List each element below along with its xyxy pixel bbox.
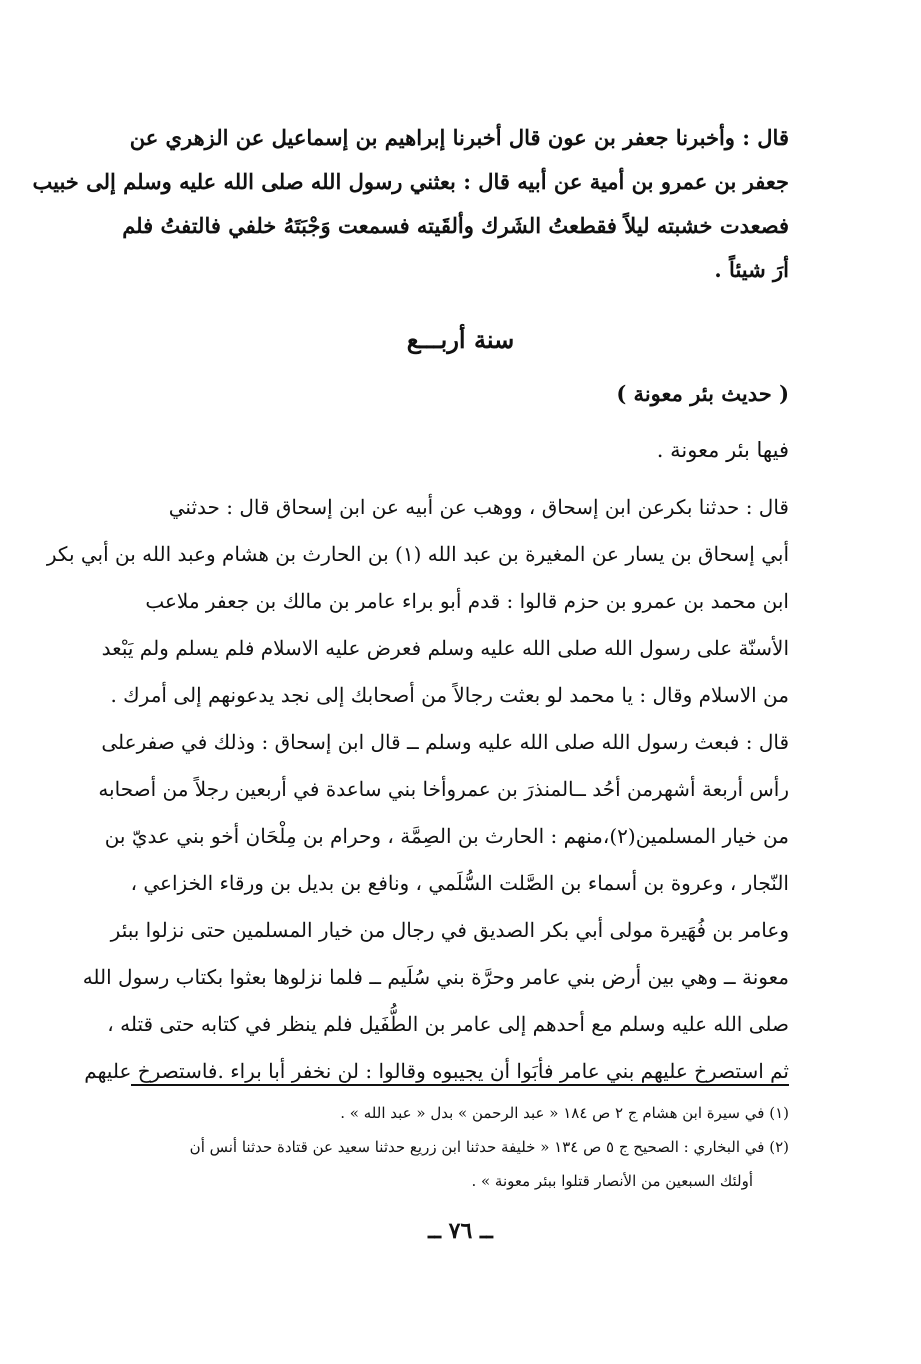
- text-line: وعامر بن فُهَيرة مولى أبي بكر الصديق في رجال من خيار المسلمين حتى نزلوا ببئر: [110, 918, 789, 942]
- text-line: من خيار المسلمين(٢)،منهم : الحارث بن الصِمَّة ، وحرام بن مِلْحَان أخو بني عديّ بن: [104, 824, 789, 848]
- intro-line: فيها بئر معونة .: [656, 438, 789, 462]
- footnote-1: (١) في سيرة ابن هشام ج ٢ ص ١٨٤ « عبد الرحمن » بدل « عبد الله » .: [340, 1104, 789, 1122]
- section-heading: سنة أربـــع: [406, 325, 515, 354]
- paragraph-hadith-1: [32, 116, 789, 292]
- text-line: فصعدت خشبته ليلاً فقطعتُ الشَرك وألقَيته فسمعت وَجْبَتَهُ خلفي فالتفتُ فلم: [122, 213, 789, 238]
- text-line: قال : وأخبرنا جعفر بن عون قال أخبرنا إبراهيم بن إسماعيل عن الزهري عن: [129, 125, 789, 150]
- text-line: من الاسلام وقال : يا محمد لو بعثت رجالاً من أصحابك إلى نجد يدعونهم إلى أمرك .: [110, 683, 789, 707]
- text-line: أرَ شيئاً .: [714, 257, 789, 282]
- text-line: قال : فبعث رسول الله صلى الله عليه وسلم ــ قال ابن إسحاق : وذلك في صفرعلى: [101, 730, 789, 754]
- text-line: الأسنّة على رسول الله صلى الله عليه وسلم فعرض عليه الاسلام فلم يسلم ولم يَبْعد: [101, 636, 789, 660]
- paragraph-hadith-2: [46, 484, 789, 1095]
- text-line: النّجار ، وعروة بن أسماء بن الصَّلت السُّلَمي ، ونافع بن بديل بن ورقاء الخزاعي ،: [130, 871, 789, 895]
- footnote-2-continued: أولئك السبعين من الأنصار قتلوا ببئر معونة » .: [471, 1172, 753, 1190]
- page-number: ــ ٧٦ ــ: [428, 1218, 493, 1244]
- text-line: أبي إسحاق بن يسار عن المغيرة بن عبد الله (١) بن الحارث بن هشام وعبد الله بن أبي بكر: [46, 542, 789, 566]
- footnote-divider: [131, 1084, 789, 1086]
- text-line: جعفر بن عمرو بن أمية عن أبيه قال : بعثني رسول الله صلى الله عليه وسلم إلى خبيب: [32, 169, 789, 194]
- text-line: رأس أربعة أشهرمن أحُد ــالمنذرَ بن عمروأخا بني ساعدة في أربعين رجلاً من أصحابه: [98, 777, 789, 801]
- footnote-2: (٢) في البخاري : الصحيح ج ٥ ص ١٣٤ « خليفة حدثنا ابن زريع حدثنا سعيد عن قتادة حدثنا أنس أن: [189, 1138, 789, 1156]
- footnotes: [117, 1096, 789, 1198]
- text-line: ابن محمد بن عمرو بن حزم قالوا : قدم أبو براء عامر بن مالك بن جعفر ملاعب: [145, 589, 789, 613]
- text-line: قال : حدثنا بكرعن ابن إسحاق ، ووهب عن أبيه عن ابن إسحاق قال : حدثني: [168, 495, 789, 519]
- text-line: ثم استصرخ عليهم بني عامر فأبَوا أن يجيبوه وقالوا : لن نخفر أبا براء .فاستصرخ عليهم: [84, 1059, 789, 1083]
- text-line: صلى الله عليه وسلم مع أحدهم إلى عامر بن الطُّفَيل فلم ينظر في كتابه حتى قتله ،: [107, 1012, 789, 1036]
- text-line: معونة ــ وهي بين أرض بني عامر وحرَّة بني سُلَيم ــ فلما نزلوها بعثوا بكتاب رسول الله: [82, 965, 789, 989]
- section-subheading: ( حديث بئر معونة ): [616, 381, 789, 406]
